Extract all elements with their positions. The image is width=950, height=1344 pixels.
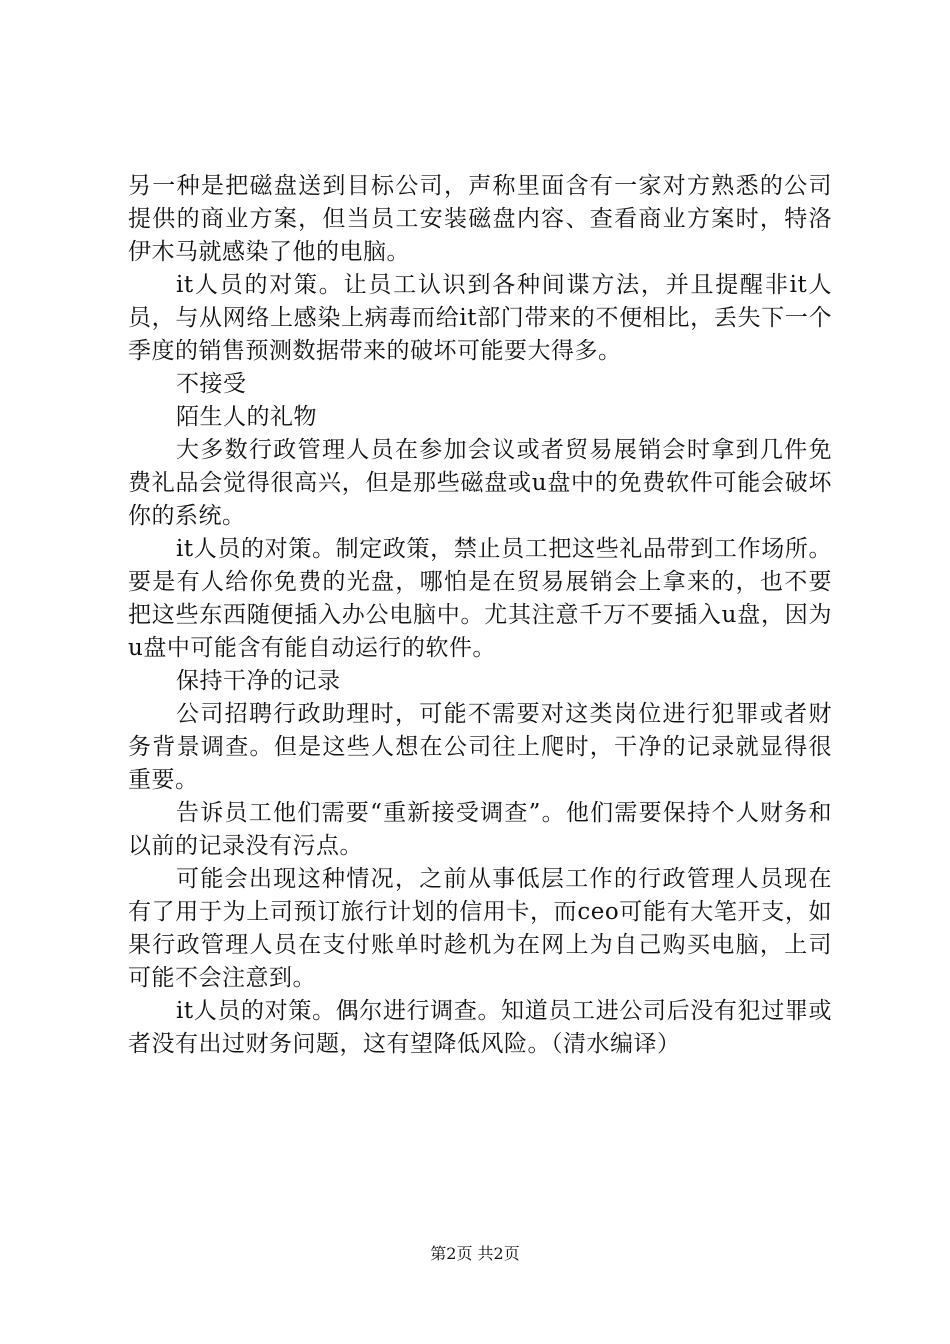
paragraph-2: it人员的对策。让员工认识到各种间谍方法，并且提醒非it人员，与从网络上感染上病毒而给it部门带来的不便相比，丢失下一个季度的销售预测数据带来的破坏可能要大得多。 <box>128 272 832 364</box>
document-body <box>128 170 832 1061</box>
section-heading-clean-record: 保持干净的记录 <box>176 668 341 694</box>
page-number-footer: 第2页 共2页 <box>430 1244 520 1263</box>
section-heading-stranger-gifts: 陌生人的礼物 <box>176 404 317 430</box>
section-heading-no-accept: 不接受 <box>176 371 247 397</box>
paragraph-6: it人员的对策。制定政策，禁止员工把这些礼品带到工作场所。要是有人给你免费的光盘，哪怕是在贸易展销会上拿来的，也不要把这些东西随便插入办公电脑中。尤其注意千万不要插入u盘，因为u盘中可能含有能自动运行的软件。 <box>128 536 832 661</box>
paragraph-1: 另一种是把磁盘送到目标公司，声称里面含有一家对方熟悉的公司提供的商业方案，但当员工安装磁盘内容、查看商业方案时，特洛伊木马就感染了他的电脑。 <box>128 173 832 265</box>
paragraph-10: 可能会出现这种情况，之前从事低层工作的行政管理人员现在有了用于为上司预订旅行计划的信用卡，而ceo可能有大笔开支，如果行政管理人员在支付账单时趁机为在网上为自己购买电脑，上司可能不会注意到。 <box>128 866 832 991</box>
paragraph-11: it人员的对策。偶尔进行调查。知道员工进公司后没有犯过罪或者没有出过财务问题，这有望降低风险。（清水编译） <box>128 998 832 1057</box>
paragraph-5: 大多数行政管理人员在参加会议或者贸易展销会时拿到几件免费礼品会觉得很高兴，但是那些磁盘或u盘中的免费软件可能会破坏你的系统。 <box>128 437 832 529</box>
paragraph-9: 告诉员工他们需要“重新接受调查”。他们需要保持个人财务和以前的记录没有污点。 <box>128 800 832 859</box>
paragraph-8: 公司招聘行政助理时，可能不需要对这类岗位进行犯罪或者财务背景调查。但是这些人想在公司往上爬时，干净的记录就显得很重要。 <box>128 701 832 793</box>
